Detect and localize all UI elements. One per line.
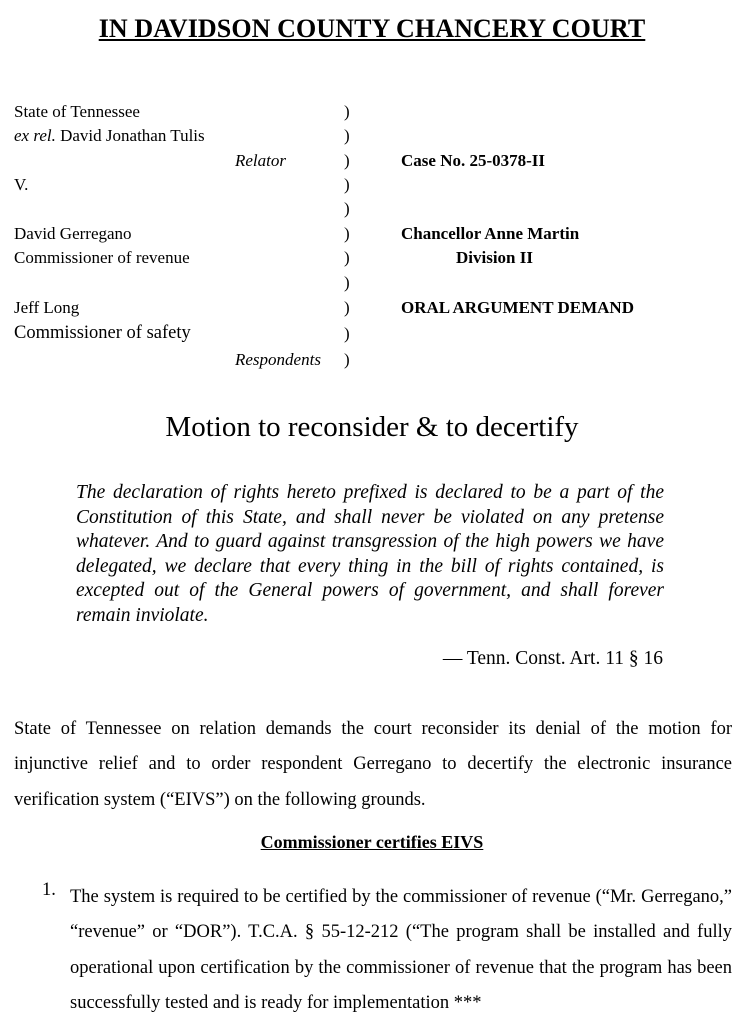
epigraph-attribution: — Tenn. Const. Art. 11 § 16	[442, 648, 663, 669]
caption-paren: )	[344, 273, 350, 292]
caption-paren: )	[344, 224, 350, 243]
caption-paren: )	[344, 324, 350, 343]
caption-relator-state: State of Tennessee	[14, 102, 140, 121]
oral-argument-demand: ORAL ARGUMENT DEMAND	[401, 298, 634, 317]
division: Division II	[456, 248, 533, 267]
caption-versus: V.	[14, 175, 29, 194]
caption-respondents-role: Respondents	[235, 350, 321, 369]
caption-respondent1-title: Commissioner of revenue	[14, 248, 190, 267]
caption-relator-name: David Jonathan Tulis	[60, 126, 205, 145]
caption-respondent1-name: David Gerregano	[14, 224, 132, 243]
caption-respondent2-name: Jeff Long	[14, 298, 80, 317]
caption-paren: )	[344, 248, 350, 267]
caption-paren: )	[344, 175, 350, 194]
intro-paragraph: State of Tennessee on relation demands the court reconsider its denial of the motion for injunctive relief and to order respondent Gerregano to decertify the electronic insurance verification system (“EIVS”) on the following grounds.	[14, 719, 732, 810]
list-item-number: 1.	[42, 880, 56, 900]
caption-paren: )	[344, 126, 350, 145]
caption-paren: )	[344, 102, 350, 121]
epigraph-quote: The declaration of rights hereto prefixed is declared to be a part of the Constitution of this State, and shall never be violated on any pretense whatever. And to guard against transgression of the high powers we have delegated, we declare that every thing in the bill of rights contained, is excepted out of the General powers of government, and shall forever remain inviolate.	[76, 482, 664, 626]
caption-paren: )	[344, 199, 350, 218]
caption-relator-role: Relator	[235, 151, 286, 170]
caption-paren: )	[344, 298, 350, 317]
caption-paren: )	[344, 151, 350, 170]
list-item-text: The system is required to be certified by the commissioner of revenue (“Mr. Gerregano,” “revenue” or “DOR”). T.C.A. § 55-12-212 (“The program shall be installed and fully operational upon certification by the commissioner of revenue that the program has been successfully tested and is ready for implementation ***	[70, 887, 732, 1013]
caption-paren: )	[344, 350, 350, 369]
caption-respondent2-title: Commissioner of safety	[14, 323, 191, 343]
court-title: IN DAVIDSON COUNTY CHANCERY COURT	[98, 14, 646, 43]
caption-relator-name-line	[14, 127, 205, 144]
case-number: Case No. 25-0378-II	[401, 151, 546, 170]
section-heading: Commissioner certifies EIVS	[260, 832, 484, 852]
caption-ex-rel: ex rel.	[14, 126, 56, 145]
chancellor-name: Chancellor Anne Martin	[401, 224, 580, 243]
motion-title: Motion to reconsider & to decertify	[165, 411, 579, 443]
